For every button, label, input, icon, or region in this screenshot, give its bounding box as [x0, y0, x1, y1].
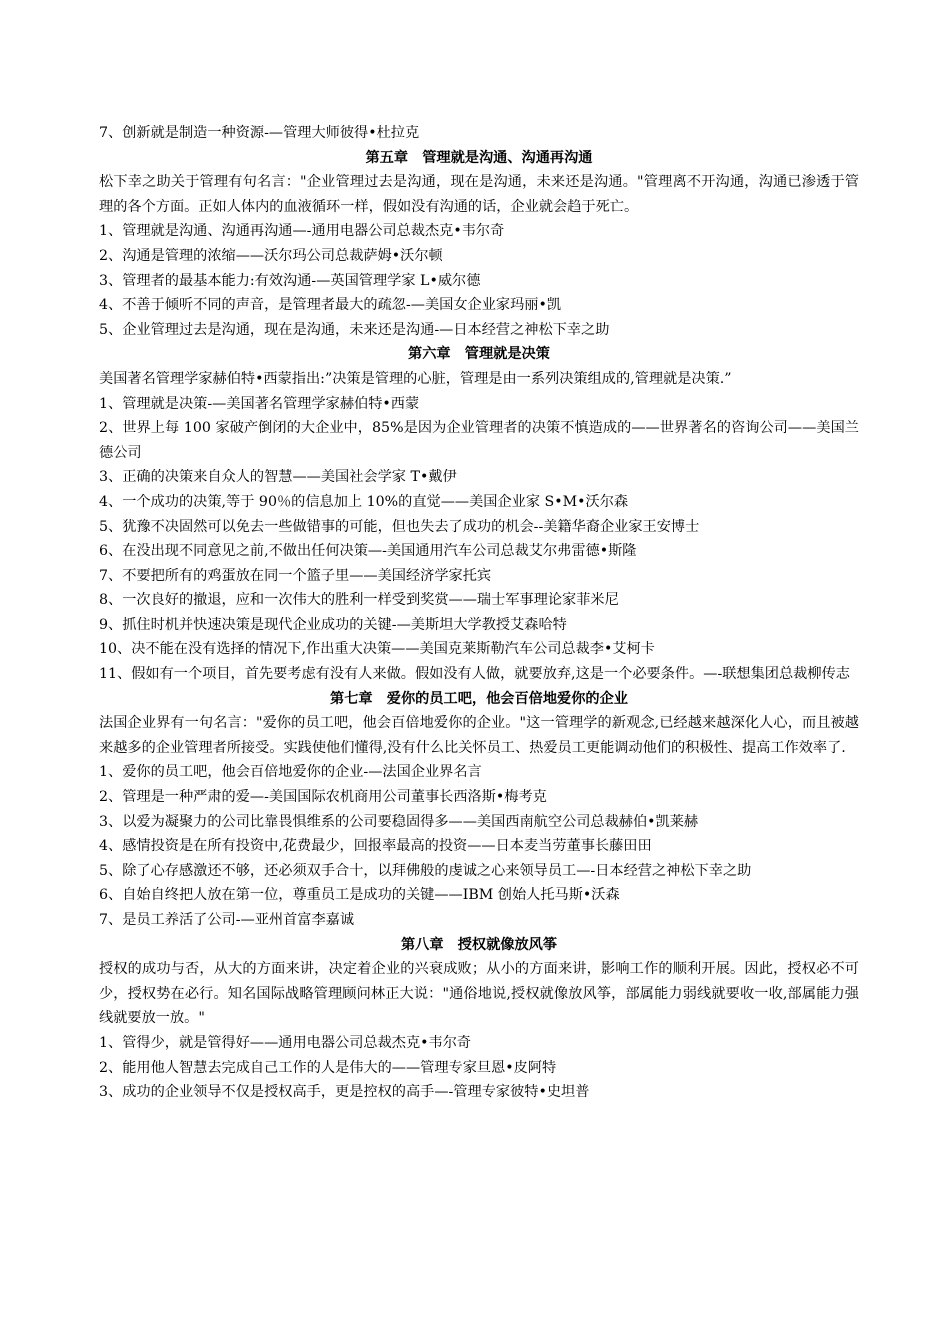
list-item: 2、世界上每 100 家破产倒闭的大企业中，85%是因为企业管理者的决策不慎造成的——世界著名的咨询公司——美国兰德公司 — [99, 420, 859, 461]
list-item: 3、以爱为凝聚力的公司比靠畏惧维系的公司要稳固得多——美国西南航空公司总裁赫伯•凯莱赫 — [99, 813, 699, 830]
list-item: 2、管理是一种严肃的爱—-美国国际农机商用公司董事长西洛斯•梅考克 — [99, 789, 547, 806]
list-item: 4、感情投资是在所有投资中,花费最少，回报率最高的投资——日本麦当劳董事长藤田田 — [99, 838, 652, 855]
list-item: 3、成功的企业领导不仅是授权高手，更是控权的高手—-管理专家彼特•史坦普 — [99, 1084, 590, 1101]
document-page — [99, 121, 859, 1105]
list-item: 6、在没出现不同意见之前,不做出任何决策—-美国通用汽车公司总裁艾尔弗雷德•斯隆 — [99, 543, 637, 560]
list-item: 4、不善于倾听不同的声音，是管理者最大的疏忽-—美国女企业家玛丽•凯 — [99, 297, 562, 314]
list-item: 8、一次良好的撤退，应和一次伟大的胜利一样受到奖赏——瑞士军事理论家菲米尼 — [99, 592, 619, 609]
chapter-heading: 第五章 管理就是沟通、沟通再沟通 — [365, 149, 593, 166]
list-item: 6、自始自终把人放在第一位，尊重员工是成功的关键——IBM 创始人托马斯•沃森 — [99, 887, 620, 904]
list-item: 7、是员工养活了公司-—亚州首富李嘉诚 — [99, 912, 355, 928]
list-item: 1、管理就是决策-—美国著名管理学家赫伯特•西蒙 — [99, 395, 420, 412]
list-item: 5、犹豫不决固然可以免去一些做错事的可能，但也失去了成功的机会--美籍华裔企业家王安博士 — [99, 518, 700, 535]
chapter-heading: 第七章 爱你的员工吧，他会百倍地爱你的企业 — [330, 690, 628, 707]
list-item: 2、能用他人智慧去完成自己工作的人是伟大的——管理专家旦恩•皮阿特 — [99, 1059, 557, 1076]
list-item: 1、管得少，就是管得好——通用电器公司总裁杰克•韦尔奇 — [99, 1034, 472, 1051]
chapter-intro: 法国企业界有一句名言："爱你的员工吧，他会百倍地爱你的企业。"这一管理学的新观念,已经越来越深化人心，而且被越来越多的企业管理者所接受。实践使他们懂得,没有什么比关怀员工、热爱员工更能调动他们的积极性、提高工作效率了. — [99, 715, 859, 756]
list-item: 4、一个成功的决策,等于 90％的信息加上 10%的直觉——美国企业家 S•M•沃尔森 — [99, 493, 629, 510]
list-item: 1、管理就是沟通、沟通再沟通—-通用电器公司总裁杰克•韦尔奇 — [99, 223, 505, 240]
list-item: 2、沟通是管理的浓缩——沃尔玛公司总裁萨姆•沃尔顿 — [99, 247, 443, 264]
list-item: 5、企业管理过去是沟通，现在是沟通，未来还是沟通-—日本经营之神松下幸之助 — [99, 321, 610, 338]
list-item: 10、决不能在没有选择的情况下,作出重大决策——美国克莱斯勒汽车公司总裁李•艾柯卡 — [99, 641, 655, 658]
list-item: 3、管理者的最基本能力:有效沟通-—英国管理学家 L•威尔德 — [99, 272, 481, 289]
chapter-intro: 美国著名管理学家赫伯特•西蒙指出:”决策是管理的心脏，管理是由一系列决策组成的,管理就是决策.” — [99, 370, 732, 387]
list-item: 7、创新就是制造一种资源-—管理大师彼得•杜拉克 — [99, 125, 420, 141]
chapter-intro: 松下幸之助关于管理有句名言："企业管理过去是沟通，现在是沟通，未来还是沟通。"管理离不开沟通，沟通已渗透于管理的各个方面。正如人体内的血液循环一样，假如没有沟通的话，企业就会趋于死亡。 — [99, 174, 859, 215]
list-item: 7、不要把所有的鸡蛋放在同一个篮子里——美国经济学家托宾 — [99, 567, 492, 584]
list-item: 5、除了心存感激还不够，还必须双手合十，以拜佛般的虔诚之心来领导员工—-日本经营之神松下幸之助 — [99, 862, 752, 879]
list-item: 1、爱你的员工吧，他会百倍地爱你的企业-—法国企业界名言 — [99, 764, 482, 781]
list-item: 3、正确的决策来自众人的智慧——美国社会学家 T•戴伊 — [99, 469, 457, 486]
chapter-intro: 授权的成功与否，从大的方面来讲，决定着企业的兴衰成败；从小的方面来讲，影响工作的顺利开展。因此，授权必不可少，授权势在必行。知名国际战略管理顾问林正大说："通俗地说,授权就像放风筝，部属能力弱线就要收一收,部属能力强线就要放一放。" — [99, 961, 859, 1027]
list-item: 9、抓住时机并快速决策是现代企业成功的关键-—美斯坦大学教授艾森哈特 — [99, 616, 567, 633]
chapter-heading: 第八章 授权就像放风筝 — [400, 936, 558, 953]
list-item: 11、假如有一个项目，首先要考虑有没有人来做。假如没有人做，就要放弃,这是一个必要条件。—-联想集团总裁柳传志 — [99, 666, 850, 683]
chapter-heading: 第六章 管理就是决策 — [408, 346, 550, 363]
